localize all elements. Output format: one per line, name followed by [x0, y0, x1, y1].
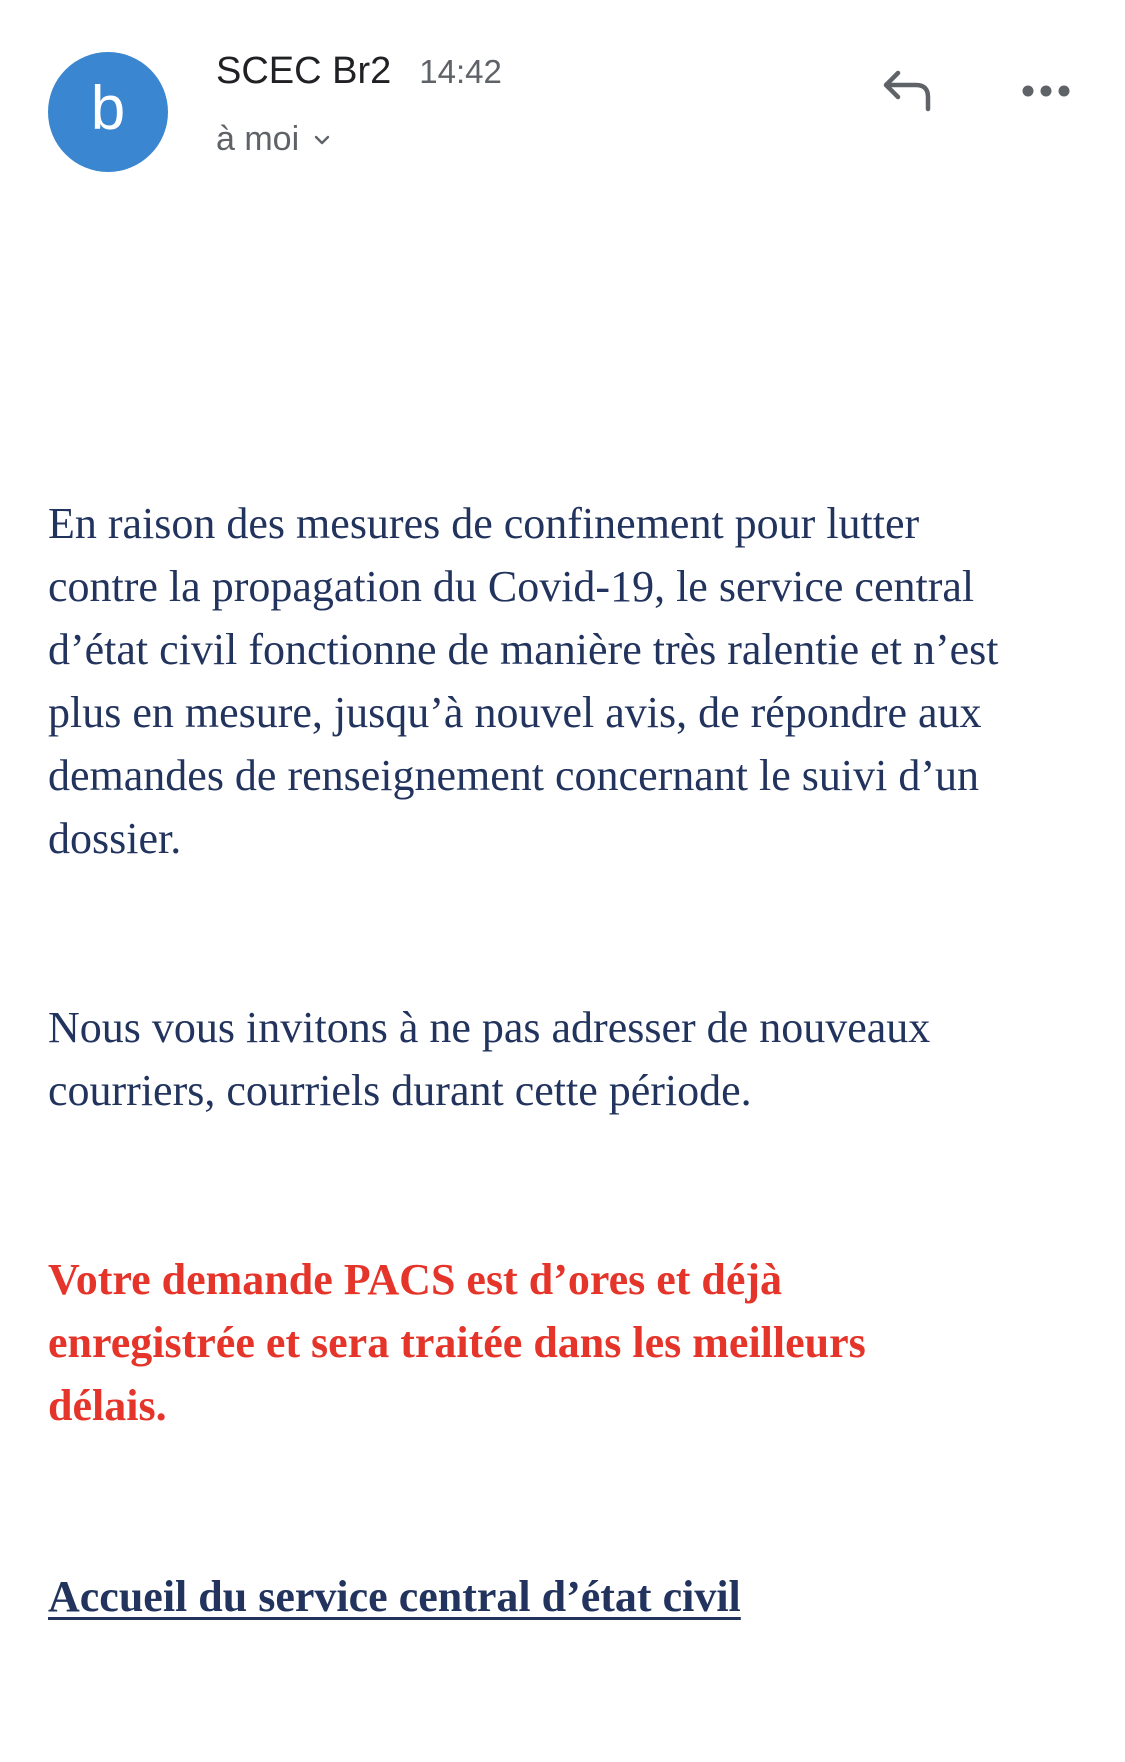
- message-paragraph: Nous vous invitons à ne pas adresser de nouveaux courriers, courriels durant cette période.: [48, 1003, 931, 1115]
- service-home-link[interactable]: Accueil du service central d’état civil: [48, 1572, 741, 1621]
- avatar[interactable]: b: [48, 52, 168, 172]
- sender-line: [216, 50, 502, 93]
- reply-icon: [880, 67, 936, 115]
- message-paragraph: En raison des mesures de confinement pour lutter contre la propagation du Covid-19, le service central d’état civil fonctionne de manière très ralentie et n’est plus en mesure, jusqu’à nouvel avis, de répondre aux demandes de renseignement concernant le suivi d’un dossier.: [48, 499, 999, 863]
- recipient-toggle[interactable]: [216, 120, 331, 159]
- chevron-down-icon: [313, 131, 331, 149]
- message-header: [0, 0, 1125, 200]
- message-body: [48, 492, 1088, 1628]
- message-time: 14:42: [419, 53, 502, 90]
- sender-name[interactable]: SCEC Br2: [216, 50, 392, 92]
- recipient-label: à moi: [216, 120, 300, 158]
- more-options-button[interactable]: [1006, 56, 1086, 126]
- pacs-notice: Votre demande PACS est d’ores et déjà enregistrée et sera traitée dans les meilleurs délais.: [48, 1255, 866, 1430]
- reply-button[interactable]: [868, 56, 948, 126]
- more-horizontal-icon: [1021, 84, 1071, 98]
